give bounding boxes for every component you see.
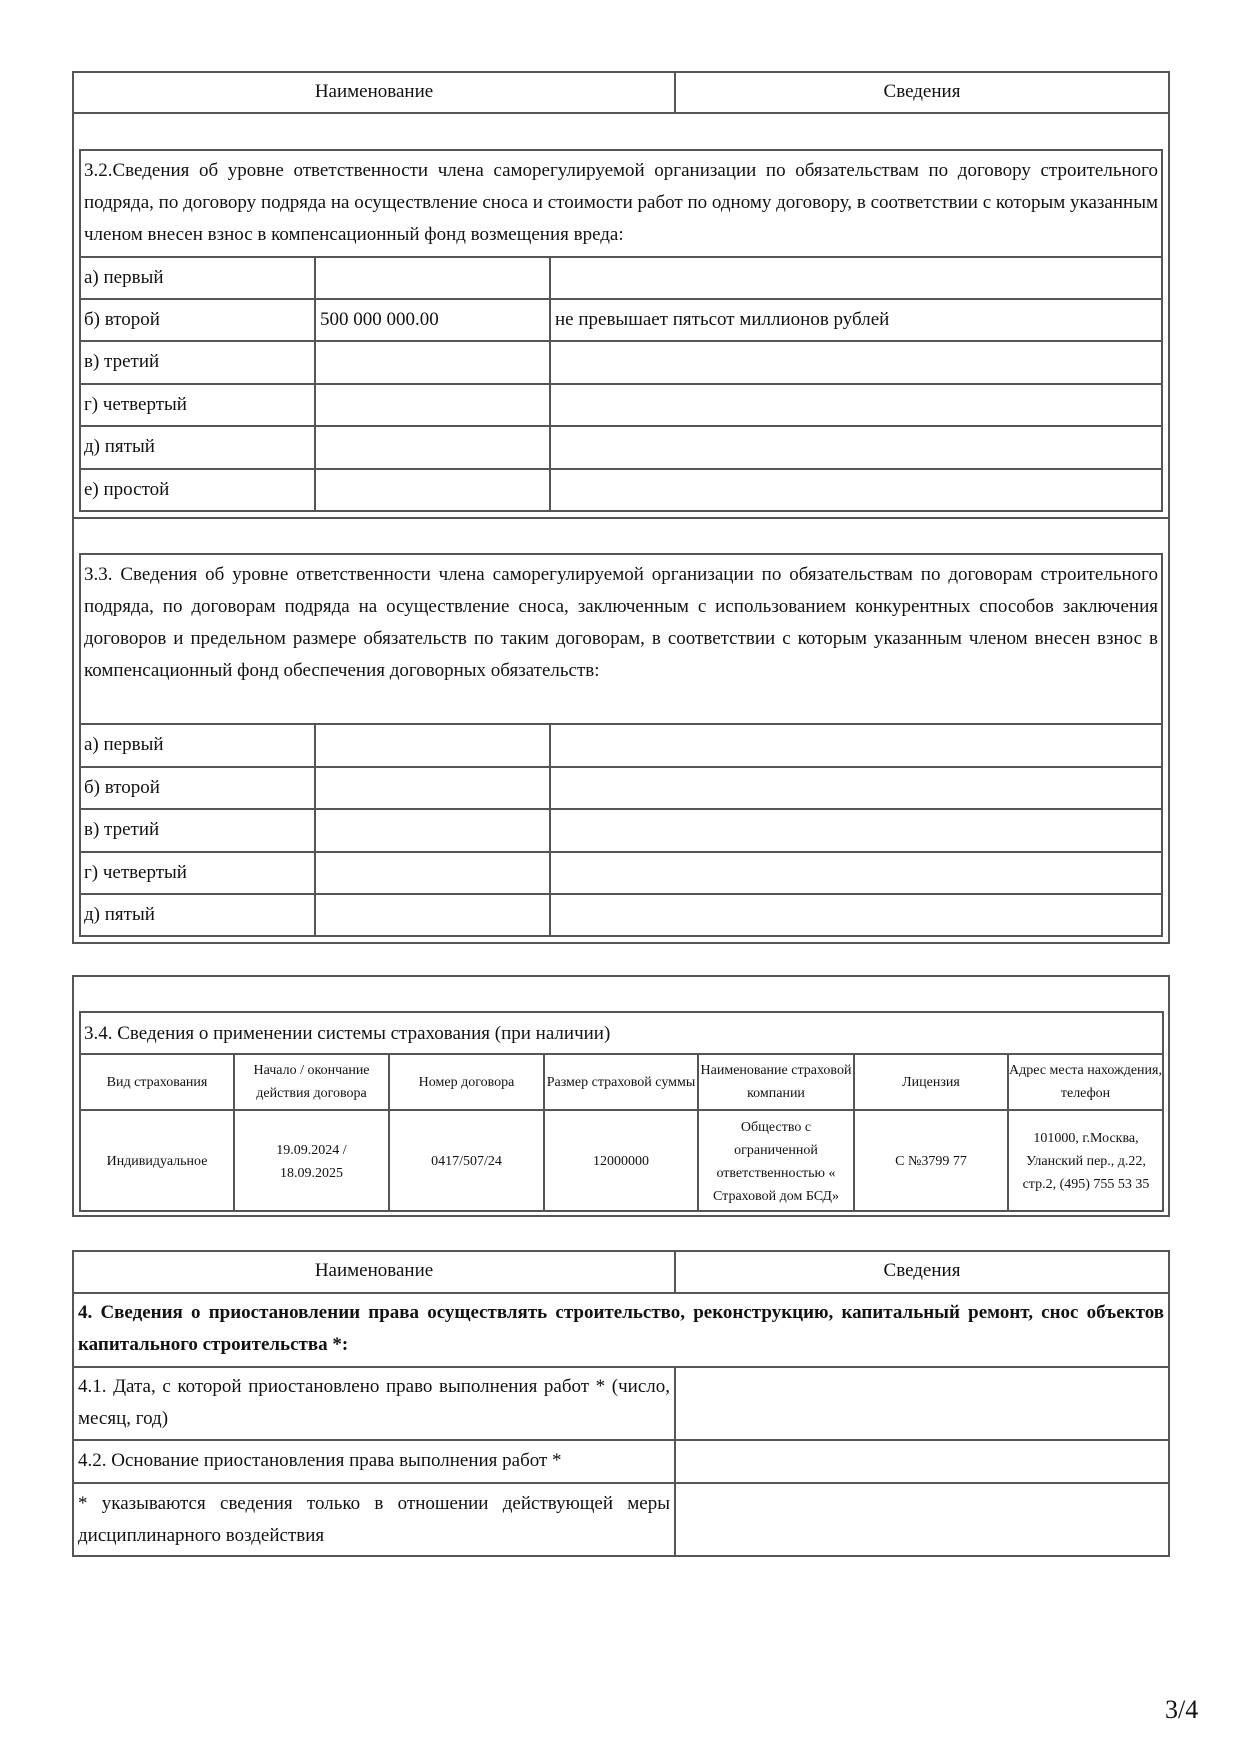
level-label: б) второй	[84, 309, 160, 330]
divider	[72, 112, 1170, 114]
level-label: б) второй	[84, 777, 160, 798]
level-amount: 500 000 000.00	[320, 309, 439, 330]
divider	[79, 383, 1163, 385]
divider	[79, 723, 1163, 725]
divider	[79, 808, 1163, 810]
insurance-type: Индивидуальное	[106, 1154, 208, 1169]
level-label: а) первый	[84, 267, 164, 288]
divider	[79, 298, 1163, 300]
suspension-date-label: 4.1. Дата, с которой приостановлено право выполнения работ * (число, месяц, год)	[78, 1376, 670, 1429]
column-header: Наименование страховой компании	[700, 1063, 852, 1101]
divider	[79, 256, 1163, 258]
suspension-basis-label: 4.2. Основание приостановления права выполнения работ *	[78, 1450, 562, 1471]
divider	[72, 1366, 1170, 1368]
section-4-title: 4. Сведения о приостановлении права осуществлять строительство, реконструкцию, капитальный ремонт, снос объектов капитального строительства *:	[78, 1302, 1164, 1355]
column-header: Вид страхования	[106, 1074, 208, 1090]
divider	[549, 256, 551, 512]
column-header-name: Наименование	[314, 81, 434, 102]
page-number: 3/4	[1165, 1695, 1199, 1724]
divider	[79, 340, 1163, 342]
level-label: д) пятый	[84, 436, 155, 457]
section-3-3-title: 3.3. Сведения об уровне ответственности члена саморегулируемой организации по обязательствам по договорам строительного подряда, по договорам подряда на осуществление сноса, заключенным с использованием конкурентных способов заключения договоров и предельном размере обязательств по таким договорам, в соответствии с которым указанным членом внесен взнос в компенсационный фонд обеспечения договорных обязательств:	[84, 564, 1158, 681]
column-header: Номер договора	[418, 1074, 515, 1090]
section-3-4-title: 3.4. Сведения о применении системы страхования (при наличии)	[84, 1023, 611, 1044]
insurance-sum: 12000000	[593, 1154, 649, 1169]
divider	[72, 517, 1170, 519]
divider	[674, 1366, 676, 1557]
insurance-contract-number: 0417/507/24	[431, 1154, 502, 1169]
divider	[314, 723, 316, 937]
divider	[72, 1292, 1170, 1294]
divider	[79, 425, 1163, 427]
footnote-label: * указываются сведения только в отношении действующей меры дисциплинарного воздействия	[78, 1493, 670, 1546]
insurance-period: 19.09.2024 / 18.09.2025	[276, 1142, 347, 1181]
level-label: г) четвертый	[84, 394, 187, 415]
level-label: в) третий	[84, 819, 160, 840]
column-header-info: Сведения	[883, 1260, 961, 1281]
section-3-2-title: 3.2.Сведения об уровне ответственности члена саморегулируемой организации по обязательствам по договору строительного подряда, по договору подряда на осуществление сноса и стоимости работ по одному договору, в соответствии с которым указанным членом внесен взнос в компенсационный фонд возмещения вреда:	[84, 160, 1158, 245]
column-header: Размер страховой суммы	[546, 1074, 696, 1090]
column-header: Адрес места нахождения, телефон	[1009, 1063, 1162, 1101]
divider	[79, 851, 1163, 853]
level-label: д) пятый	[84, 904, 155, 925]
column-header-info: Сведения	[883, 81, 961, 102]
divider	[79, 766, 1163, 768]
column-header-name: Наименование	[314, 1260, 434, 1281]
insurance-company: Общество с ограниченной ответственностью « Страховой дом БСД»	[713, 1119, 839, 1204]
divider	[79, 468, 1163, 470]
column-header: Лицензия	[902, 1074, 960, 1090]
column-header: Начало / окончание действия договора	[253, 1063, 370, 1101]
divider	[79, 893, 1163, 895]
divider	[549, 723, 551, 937]
insurance-license: С №3799 77	[895, 1154, 967, 1169]
level-label: е) простой	[84, 479, 170, 500]
insurance-address: 101000, г.Москва, Уланский пер., д.22, стр.2, (495) 755 53 35	[1022, 1131, 1150, 1192]
level-label: в) третий	[84, 351, 160, 372]
divider	[314, 256, 316, 512]
divider	[72, 1482, 1170, 1484]
divider	[72, 1439, 1170, 1441]
level-label: а) первый	[84, 734, 164, 755]
level-description: не превышает пятьсот миллионов рублей	[555, 309, 890, 330]
level-label: г) четвертый	[84, 862, 187, 883]
